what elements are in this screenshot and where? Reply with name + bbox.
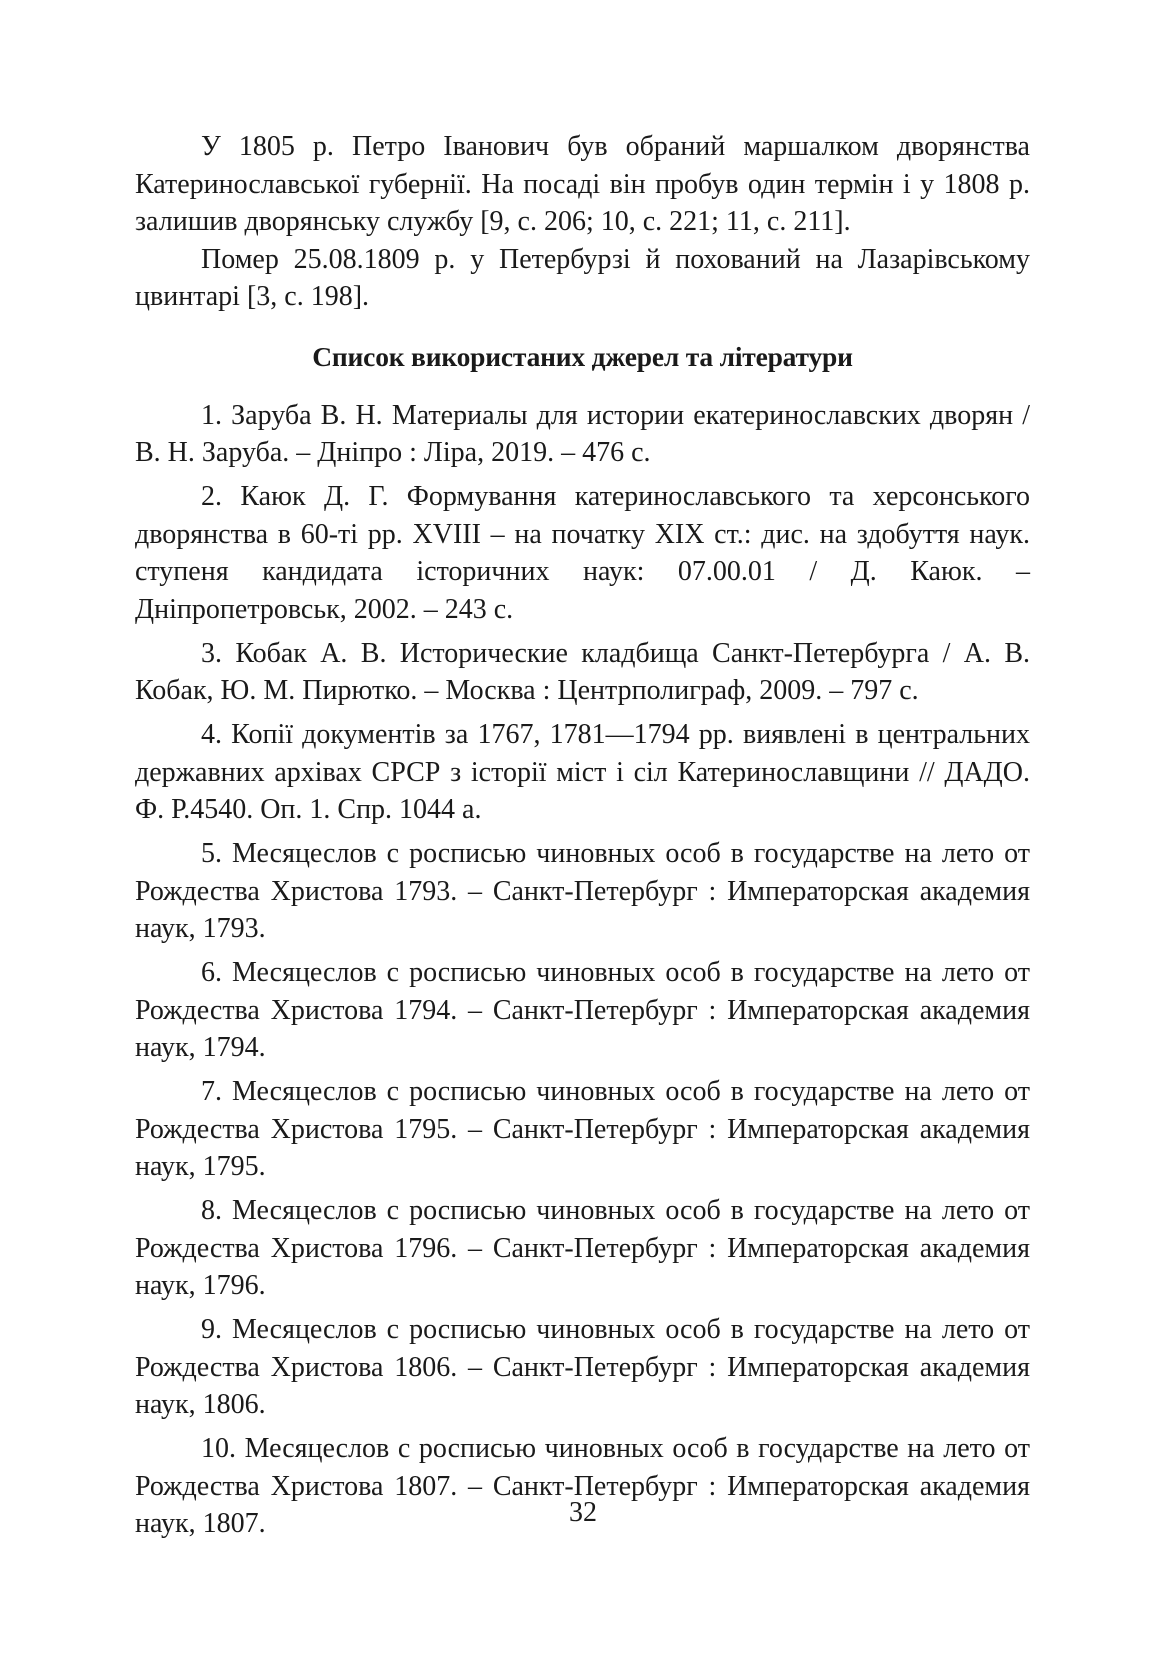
reference-item: 9. Месяцеслов с росписью чиновных особ в государстве на лето от Рождества Христова 1806. – Санкт-Петербург : Императорская академия наук, 1806. [135, 1314, 1030, 1420]
reference-item: 8. Месяцеслов с росписью чиновных особ в государстве на лето от Рождества Христова 1796. – Санкт-Петербург : Императорская академия наук, 1796. [135, 1195, 1030, 1301]
page-number: 32 [569, 1497, 597, 1528]
reference-item: 7. Месяцеслов с росписью чиновных особ в государстве на лето от Рождества Христова 1795. – Санкт-Петербург : Императорская академия наук, 1795. [135, 1076, 1030, 1182]
body-paragraph: У 1805 р. Петро Іванович був обраний маршалком дворянства Катеринославської губернії. На посаді він пробув один термін і у 1808 р. залишив дворянську службу [9, с. 206; 10, с. 221; 11, с. 211]. [135, 131, 1030, 237]
page-content [135, 128, 1030, 1549]
reference-item: 6. Месяцеслов с росписью чиновных особ в государстве на лето от Рождества Христова 1794. – Санкт-Петербург : Императорская академия наук, 1794. [135, 957, 1030, 1063]
reference-item: 10. Месяцеслов с росписью чиновных особ в государстве на лето от Рождества Христова 1807. – Санкт-Петербург : Императорская академия наук, 1807. [135, 1433, 1030, 1539]
reference-item: 5. Месяцеслов с росписью чиновных особ в государстве на лето от Рождества Христова 1793. – Санкт-Петербург : Императорская академия наук, 1793. [135, 838, 1030, 944]
reference-item: 2. Каюк Д. Г. Формування катеринославського та херсонського дворянства в 60-ті рр. XVIII – на початку XIX ст.: дис. на здобуття наук. ступеня кандидата історичних наук: 07.00.01 / Д. Каюк. – Дніпропетровськ, 2002. – 243 с. [135, 481, 1030, 625]
reference-item: 4. Копії документів за 1767, 1781—1794 рр. виявлені в центральних державних архівах СРСР з історії міст і сіл Катеринославщини // ДАДО. Ф. Р.4540. Оп. 1. Спр. 1044 а. [135, 719, 1030, 825]
reference-item: 1. Заруба В. Н. Материалы для истории екатеринославских дворян / В. Н. Заруба. – Дніпро : Ліра, 2019. – 476 с. [135, 399, 1030, 468]
references-heading: Список використаних джерел та літератури [312, 340, 853, 372]
reference-item: 3. Кобак А. В. Исторические кладбища Санкт-Петербурга / А. В. Кобак, Ю. М. Пирютко. – Москва : Центрполиграф, 2009. – 797 с. [135, 637, 1030, 706]
body-paragraph: Помер 25.08.1809 р. у Петербурзі й похований на Лазарівському цвинтарі [3, с. 198]. [135, 243, 1030, 312]
references-list [135, 397, 1030, 1543]
